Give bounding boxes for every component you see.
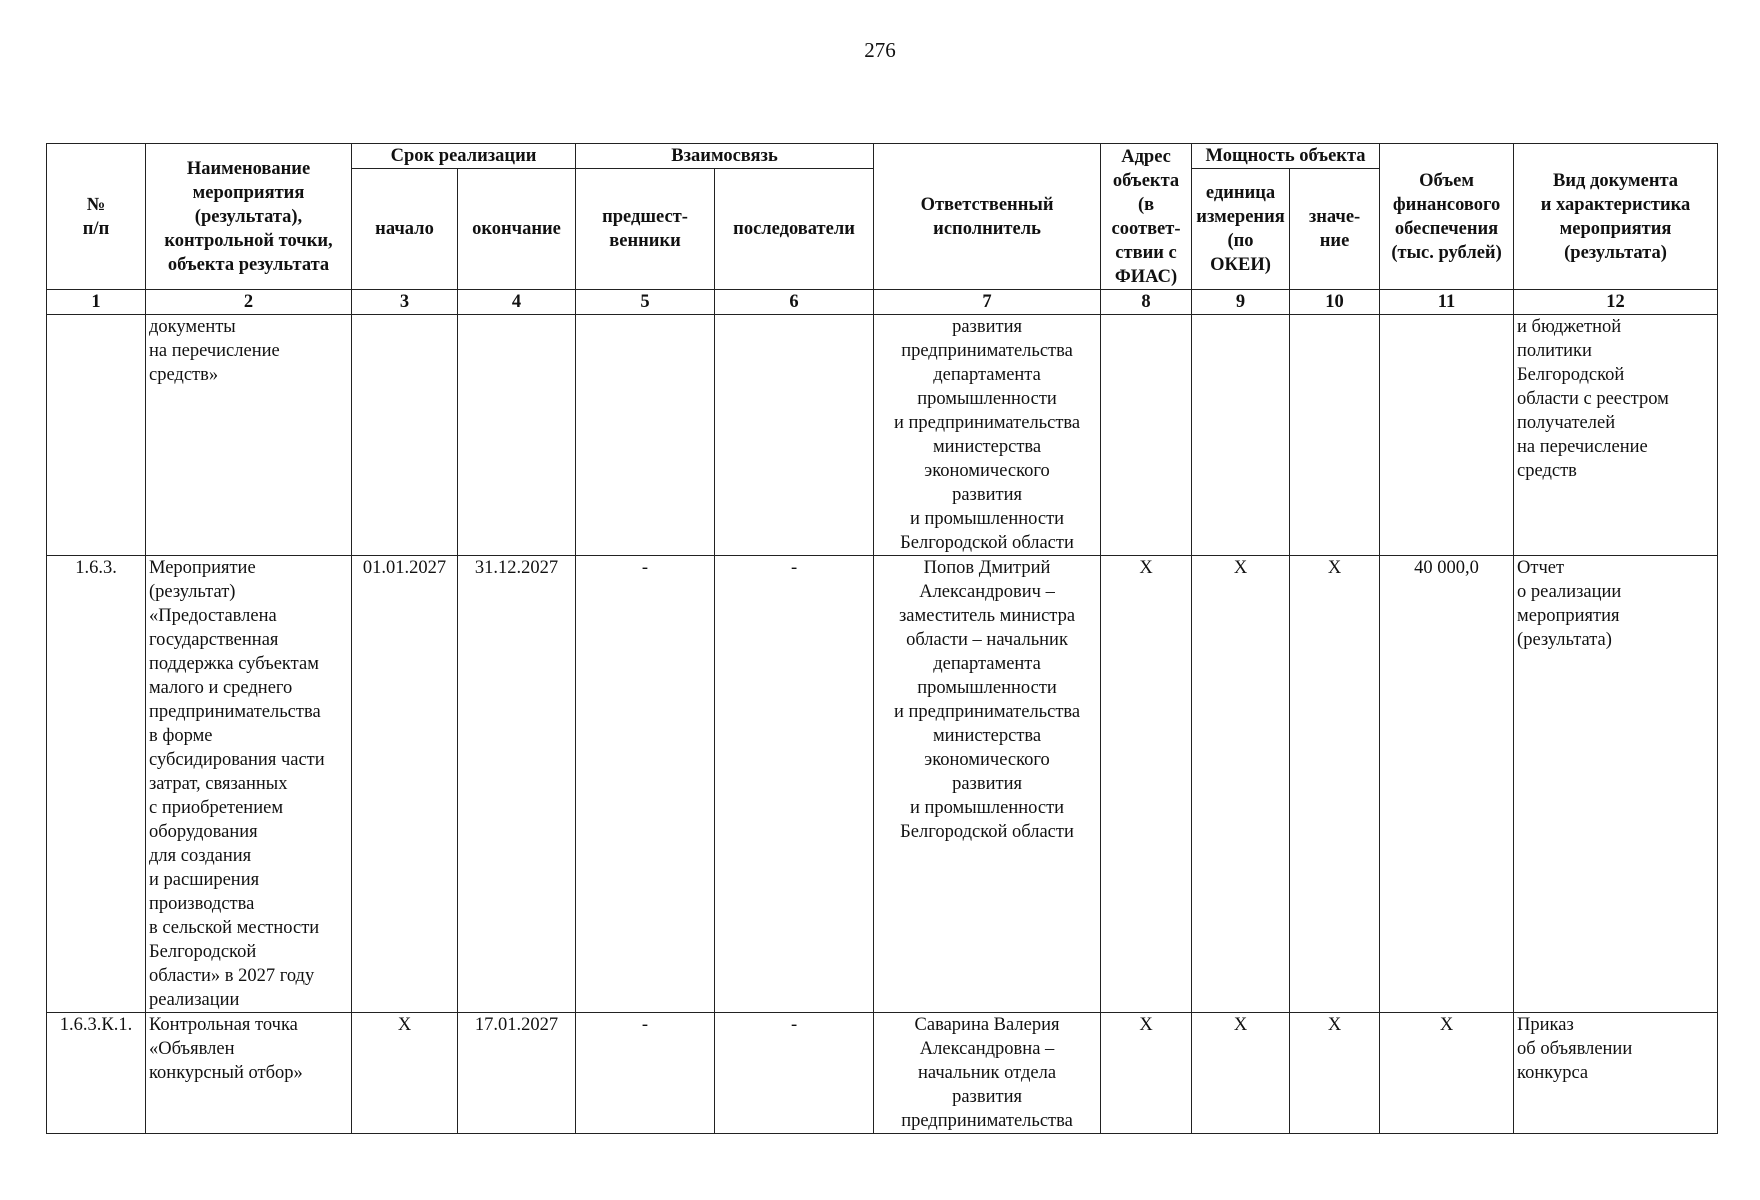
cell-value: X	[1290, 1013, 1380, 1134]
cell-finance: 40 000,0	[1380, 556, 1514, 1013]
cell-address	[1101, 315, 1192, 556]
column-number: 3	[352, 290, 458, 315]
cell-succ: -	[715, 556, 874, 1013]
cell-pred: -	[576, 556, 715, 1013]
column-number: 1	[47, 290, 146, 315]
cell-responsible: развития предпринимательства департамента промышленности и предпринимательства министерства экономического развития и промышленности Белгородской области	[874, 315, 1101, 556]
header-link-succ: последователи	[715, 169, 874, 290]
table-row	[47, 1013, 1718, 1134]
column-number: 11	[1380, 290, 1514, 315]
header-responsible: Ответственный исполнитель	[874, 144, 1101, 290]
events-table	[46, 143, 1718, 1134]
header-capacity: Мощность объекта	[1192, 144, 1380, 169]
column-number: 6	[715, 290, 874, 315]
page-number: 276	[864, 38, 896, 62]
header-name: Наименование мероприятия (результата), контрольной точки, объекта результата	[146, 144, 352, 290]
cell-succ	[715, 315, 874, 556]
header-link: Взаимосвязь	[576, 144, 874, 169]
column-number: 12	[1514, 290, 1718, 315]
table-row	[47, 315, 1718, 556]
header-link-pred: предшест- венники	[576, 169, 715, 290]
cell-pred	[576, 315, 715, 556]
cell-address: X	[1101, 556, 1192, 1013]
cell-end: 17.01.2027	[458, 1013, 576, 1134]
header-capacity-unit: единица измерения (по ОКЕИ)	[1192, 169, 1290, 290]
column-number: 7	[874, 290, 1101, 315]
header-doc: Вид документа и характеристика мероприятия (результата)	[1514, 144, 1718, 290]
cell-succ: -	[715, 1013, 874, 1134]
header-period-start: начало	[352, 169, 458, 290]
header-address: Адрес объекта (в соответ- ствии с ФИАС)	[1101, 144, 1192, 290]
cell-unit: X	[1192, 556, 1290, 1013]
cell-name: документы на перечисление средств»	[146, 315, 352, 556]
cell-name: Контрольная точка «Объявлен конкурсный отбор»	[146, 1013, 352, 1134]
header-period-end: окончание	[458, 169, 576, 290]
cell-responsible: Попов Дмитрий Александрович – заместитель министра области – начальник департамента промышленности и предпринимательства министерства экономического развития и промышленности Белгородской области	[874, 556, 1101, 1013]
header-finance: Объем финансового обеспечения (тыс. рублей)	[1380, 144, 1514, 290]
column-number: 2	[146, 290, 352, 315]
column-number: 8	[1101, 290, 1192, 315]
cell-unit	[1192, 315, 1290, 556]
cell-num: 1.6.3.К.1.	[47, 1013, 146, 1134]
header-capacity-value: значе- ние	[1290, 169, 1380, 290]
header-period: Срок реализации	[352, 144, 576, 169]
cell-end	[458, 315, 576, 556]
cell-start: 01.01.2027	[352, 556, 458, 1013]
cell-num	[47, 315, 146, 556]
column-number: 5	[576, 290, 715, 315]
cell-address: X	[1101, 1013, 1192, 1134]
table-row	[47, 556, 1718, 1013]
cell-start: X	[352, 1013, 458, 1134]
cell-doc: Отчет о реализации мероприятия (результата)	[1514, 556, 1718, 1013]
column-number: 4	[458, 290, 576, 315]
cell-finance	[1380, 315, 1514, 556]
header-num: № п/п	[47, 144, 146, 290]
column-number: 9	[1192, 290, 1290, 315]
cell-doc: и бюджетной политики Белгородской области с реестром получателей на перечисление средств	[1514, 315, 1718, 556]
cell-name: Мероприятие (результат) «Предоставлена государственная поддержка субъектам малого и среднего предпринимательства в форме субсидирования части затрат, связанных с приобретением оборудования для создания и расширения производства в сельской местности Белгородской области» в 2027 году реализации	[146, 556, 352, 1013]
cell-num: 1.6.3.	[47, 556, 146, 1013]
cell-unit: X	[1192, 1013, 1290, 1134]
cell-pred: -	[576, 1013, 715, 1134]
cell-value	[1290, 315, 1380, 556]
cell-end: 31.12.2027	[458, 556, 576, 1013]
cell-value: X	[1290, 556, 1380, 1013]
column-number: 10	[1290, 290, 1380, 315]
cell-finance: X	[1380, 1013, 1514, 1134]
cell-start	[352, 315, 458, 556]
cell-responsible: Саварина Валерия Александровна – начальник отдела развития предпринимательства	[874, 1013, 1101, 1134]
cell-doc: Приказ об объявлении конкурса	[1514, 1013, 1718, 1134]
